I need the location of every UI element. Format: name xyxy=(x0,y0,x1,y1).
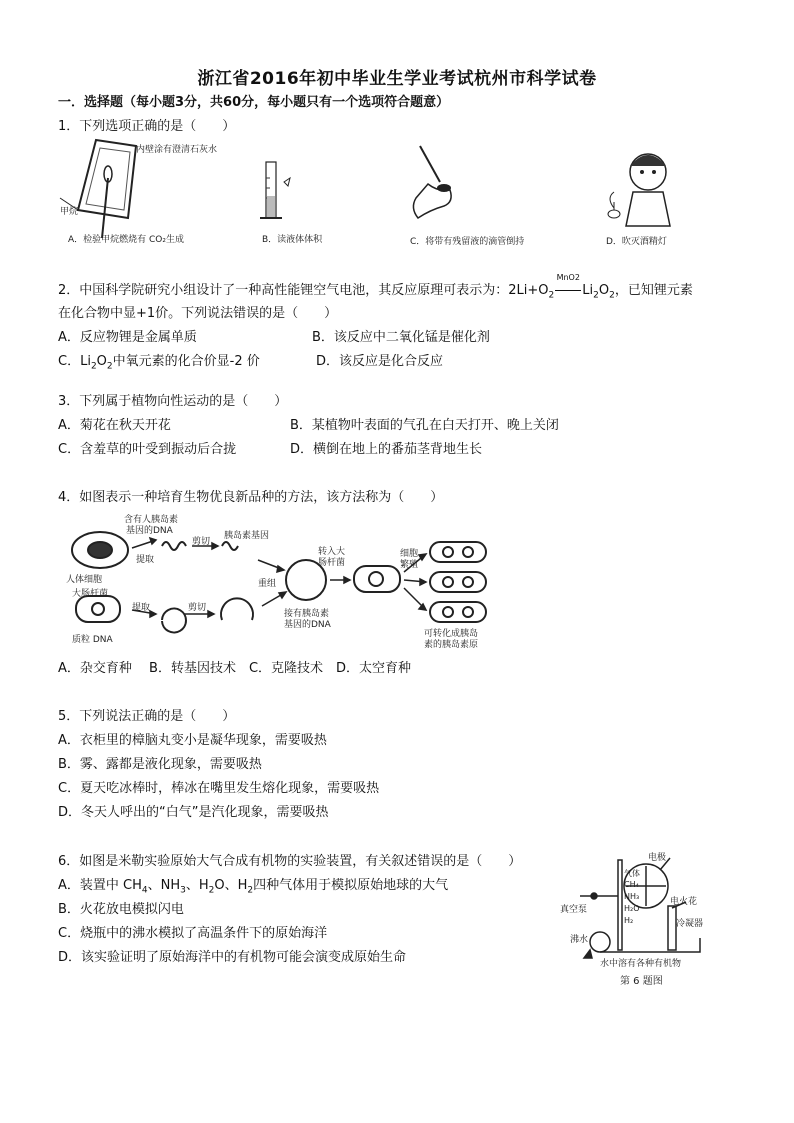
fig6-label-spark: 电火花 xyxy=(670,897,698,907)
label-transfer-2: 肠杆菌 xyxy=(318,558,346,568)
fig6-caption: 第 6 题图 xyxy=(620,976,663,987)
q6a-part1: A．装置中 CH xyxy=(58,878,142,893)
fig6-label-gas: 气体 xyxy=(624,869,640,878)
question-5-option-a: A．衣柜里的樟脑丸变小是凝华现象，需要吸热 xyxy=(58,733,327,748)
figure-c-dropper-icon xyxy=(413,146,451,218)
catalyst-arrow xyxy=(554,273,582,300)
label-ecoli: 大肠杆菌 xyxy=(72,589,109,599)
question-6-option-a: A．装置中 $CH_4$、$NH_3$、$H_2O$、$H_2$四种气体用于模拟原始地球的大气 xyxy=(58,878,449,896)
question-6-stem: 6．如图是米勒实验原始大气合成有机物的实验装置，有关叙述错误的是（ ） xyxy=(58,854,522,869)
question-6-option-b: B．火花放电模拟闪电 xyxy=(58,902,184,917)
label-divide-1: 细胞 xyxy=(400,549,419,559)
question-2-stem-part2: ，已知锂元素 xyxy=(614,283,693,298)
label-extract-2: 提取 xyxy=(132,603,151,613)
catalyst-label: MnO2 xyxy=(556,273,580,282)
question-5-stem: 5．下列说法正确的是（ ） xyxy=(58,709,236,724)
question-6-option-c: C．烧瓶中的沸水模拟了高温条件下的原始海洋 xyxy=(58,926,328,941)
figure-b-cylinder-icon xyxy=(260,162,290,218)
fig6-label-vacuum: 真空泵 xyxy=(560,905,588,915)
label-gene: 胰岛素基因 xyxy=(224,531,270,541)
label-recomb-dna-2: 基因的DNA xyxy=(284,620,331,630)
figure-a-label-top: 内壁涂有澄清石灰水 xyxy=(136,145,218,155)
question-2-stem-line2: 在化合物中显+1价。下列说法错误的是（ ） xyxy=(58,306,338,321)
question-5-option-c: C．夏天吃冰棒时，棒冰在嘴里发生熔化现象，需要吸热 xyxy=(58,781,380,796)
label-cut-1: 剪切 xyxy=(192,537,211,547)
question-4-options: A．杂交育种 B．转基因技术 C．克隆技术 D．太空育种 xyxy=(58,661,412,676)
question-4-stem: 4．如图表示一种培育生物优良新品种的方法，该方法称为（ ） xyxy=(58,490,444,505)
label-cut-2: 剪切 xyxy=(188,603,207,613)
q2c-part2: O xyxy=(96,354,107,369)
question-3-option-b: B．某植物叶表面的气孔在白天打开、晚上关闭 xyxy=(290,418,559,433)
question-3-option-a: A．菊花在秋天开花 xyxy=(58,418,171,433)
label-extract-1: 提取 xyxy=(136,555,155,565)
label-recomb-dna-1: 接有胰岛素 xyxy=(284,609,330,619)
fig6-label-nh3: NH₃ xyxy=(624,892,640,901)
question-5-option-b: B．雾、露都是液化现象，需要吸热 xyxy=(58,757,262,772)
label-plasmid: 质粒 DNA xyxy=(72,635,113,645)
sub-2b: 2 xyxy=(593,290,599,301)
question-2-option-d: D．该反应是化合反应 xyxy=(316,354,444,369)
question-5-option-d: D．冬天人呼出的“白气”是汽化现象，需要吸热 xyxy=(58,805,329,820)
question-3-option-c: C．含羞草的叶受到振动后合拢 xyxy=(58,442,237,457)
label-result-2: 素的胰岛素原 xyxy=(424,640,479,650)
question-1-figures xyxy=(58,138,698,248)
product-li: Li xyxy=(582,283,594,298)
label-transfer-1: 转入大 xyxy=(318,547,346,557)
question-3-option-d: D．横倒在地上的番茄茎背地生长 xyxy=(290,442,483,457)
figure-b-caption: B．读液体体积 xyxy=(262,235,323,245)
figure-a-caption: A．检验甲烷燃烧有 CO₂生成 xyxy=(68,235,184,245)
label-result-1: 可转化成胰岛 xyxy=(424,629,479,639)
question-6-figure xyxy=(560,846,720,986)
label-dna-top-2: 基因的DNA xyxy=(126,526,173,536)
fig6-label-ch4: CH₄ xyxy=(624,880,639,889)
q2c-part1: C．Li xyxy=(58,354,91,369)
figure-d-caption: D．吹灭酒精灯 xyxy=(606,237,667,247)
question-4-diagram xyxy=(62,510,502,650)
fig6-label-condenser: 冷凝器 xyxy=(676,919,704,929)
label-dna-top-1: 含有人胰岛素 xyxy=(124,515,179,525)
section-heading: 一．选择题（每小题3分，共60分，每小题只有一个选项符合题意） xyxy=(58,95,450,110)
question-1-stem: 1．下列选项正确的是（ ） xyxy=(58,119,236,134)
label-human-cell: 人体细胞 xyxy=(66,575,103,585)
question-2-stem: 2．中国科学院研究小组设计了一种高性能锂空气电池，其反应原理可表示为：$2Li+O_2$ MnO2 $Li_2O_2$，已知锂元素 xyxy=(58,273,693,301)
question-6-option-d: D．该实验证明了原始海洋中的有机物可能会演变成原始生命 xyxy=(58,950,407,965)
fig6-label-electrode: 电极 xyxy=(648,853,667,863)
sub-2: 2 xyxy=(548,290,555,301)
q2c-sub1: 2 xyxy=(90,361,97,372)
question-2-option-b: B．该反应中二氧化锰是催化剂 xyxy=(312,330,490,345)
question-2-option-a: A．反应物锂是金属单质 xyxy=(58,330,197,345)
page-title: 浙江省2016年初中毕业生学业考试杭州市科学试卷 xyxy=(197,69,597,89)
fig6-label-h2o: H₂O xyxy=(624,904,640,913)
q6a-part3: 、H xyxy=(185,878,209,893)
label-recombine: 重组 xyxy=(258,579,277,589)
fig6-label-h2: H₂ xyxy=(624,916,634,925)
figure-a-label-left: 甲烷 xyxy=(60,207,79,217)
fig6-label-organic: 水中溶有各种有机物 xyxy=(600,959,682,969)
question-2-option-c xyxy=(58,353,260,376)
question-3-stem: 3．下列属于植物向性运动的是（ ） xyxy=(58,394,288,409)
q6a-part5: 四种气体用于模拟原始地球的大气 xyxy=(253,878,449,893)
q2c-sub2: 2 xyxy=(106,361,113,372)
fig6-label-boil: 沸水 xyxy=(570,935,589,945)
figure-d-boy-lamp-icon xyxy=(608,154,670,226)
q6a-part2: 、NH xyxy=(147,878,181,893)
question-2-stem-part1: 2．中国科学院研究小组设计了一种高性能锂空气电池，其反应原理可表示为：2Li+O xyxy=(58,283,549,298)
figure-a-beaker-icon xyxy=(60,140,136,238)
q2c-part3: 中氧元素的化合价显-2 价 xyxy=(112,354,260,369)
figure-c-caption: C．将带有残留液的滴管倒持 xyxy=(410,237,525,247)
sub-2c: 2 xyxy=(609,290,615,301)
label-divide-2: 繁殖 xyxy=(400,560,419,570)
q6a-part4: O、H xyxy=(214,878,248,893)
